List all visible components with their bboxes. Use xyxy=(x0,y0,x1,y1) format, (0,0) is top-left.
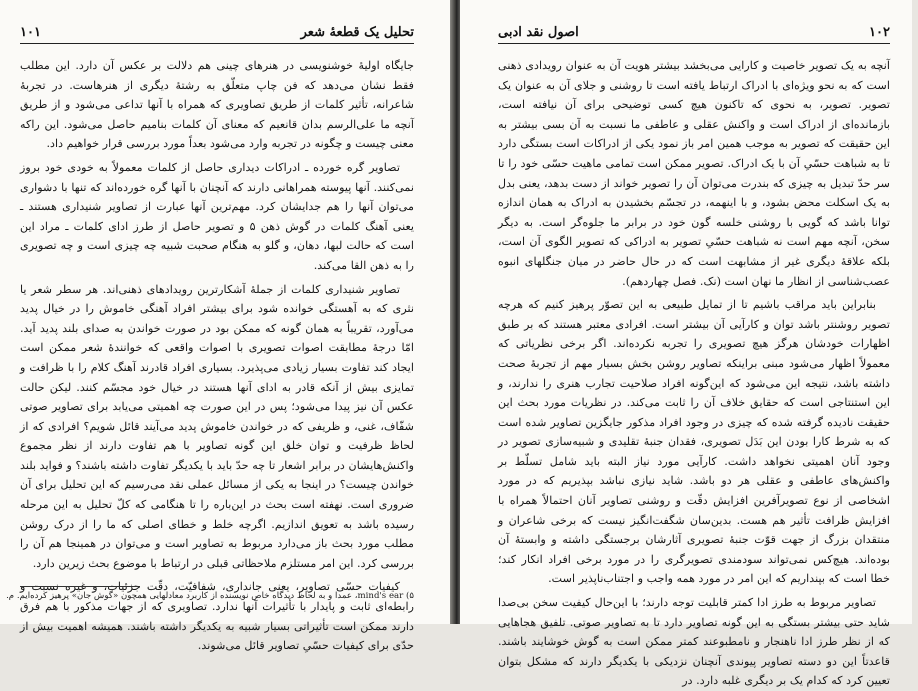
left-running-title: تحلیل یک قطعهٔ شعر xyxy=(300,25,414,40)
left-page-header xyxy=(20,0,414,44)
left-paragraph-1: جایگاه اولیهٔ خوشنویسی در هنرهای چینی هم دلالت بر عکس آن دارد. این مطلب فقط نشان می‌دهد که فن چاپ متعلّق به رشتهٔ دیگری از هنرهاست. در تجربهٔ شاعرانه، تأثیر کلمات از طریق تصاویری که همراه با آنها تداعی می‌شود و از طریق آنچه ما علی‌الرسم بدان قانعیم که معنای آن کلمات بنامیم حاصل می‌شود. این راکه معنی چیست و چگونه در تجربه وارد می‌شود بعداً مورد بررسی قرار خواهیم داد. xyxy=(20,59,414,151)
left-paragraph-4: کیفیات حسّی تصاویر، یعنی جانداری، شفافیّت، دقّت جزئیات، و غیره نسبت و رابطه‌ای ثابت و پایدار با تأثیرات آنها ندارد. تصاویری که از جهات مذکور با هم فرق دارند ممکن است تأثیراتی بسیار شبیه به یکدیگر داشته باشند. همیشه اهمیت بیش از حدّی برای کیفیات حسّیِ تصاویر قائل می‌شوند. xyxy=(20,580,414,653)
right-running-title: اصول نقد ادبی xyxy=(498,25,579,40)
left-page xyxy=(0,0,452,653)
footnote-divider xyxy=(20,586,140,587)
left-paragraph-3: تصاویر شنیداری کلمات از جملهٔ آشکارترین رویدادهای ذهنی‌اند. هر سطر شعر یا نثری که به آهستگی خوانده شود برای بیشتر افراد آهنگی خاموش را در خیال پدید می‌آورد، تقریباً به همان گونه که ممکن بود در صورت خواندن به صدای بلند پدید آید. امّا درجهٔ مطابقت اصوات تصویری با اصوات واقعی که خوانندهٔ شعر ممکن است ایجاد کند تفاوت بسیار زیادی می‌پذیرد. بسیاری افراد قادرند آهنگ کلام را با ظرافت و تمایزی بیش از آنکه قادر به ادای آنها هستند در خیال خود مجسّم کنند. لیکن حالت عکس آن نیز پیدا می‌شود؛ پس در این صورت چه اهمیتی می‌یابد برای تصاویر صوتی شفّاف، غنی، و ظریفی که در خواندن خاموش پدید می‌آیند قائل شویم؟ افرادی که از لحاظ ظرفیت و توان خلق این گونه تصاویر با هم تفاوت دارند از نظر مجموع واکنش‌هایشان در برابر اشعار تا چه حدّ باید با یکدیگر تفاوت داشته باشند؟ و فواید بلند خواندن چیست؟ در اینجا به یکی از مسائل عملی نقد می‌رسیم که این تحلیل برای آن ضروری است. نهفته است بحث در این‌باره را تا هنگامی که کلّ تحلیل به این ‌مرحله رسیده باشد به تعویق اندازیم. اگرچه خلط و خطای اصلی که ما را از درک روشن مطلب مورد بحث باز می‌دارد مربوط به تصاویر است و می‌توان در همینجا هم آن را بررسی کرد. این امر مستلزم ملاحظاتی قبلی در ارتباط با موضوع بحث زیرین دارد. xyxy=(20,282,414,570)
footnote: ۵) mind's ear، عمدا و به لحاظ دیدگاه خاص نویسنده از کاربرد معادلهایی همچون «گوش جان» پرهیز کرده‌ایم. م. xyxy=(6,591,414,601)
left-page-number: ۱۰۱ xyxy=(20,25,41,40)
right-page-number: ۱۰۲ xyxy=(869,25,890,40)
right-paragraph-3: تصاویر مربوط به طرز ادا کمتر قابلیت توجه دارند؛ با این‌حال کیفیت سخن بی‌صدا شاید حتی بیشتر بستگی به این گونه تصاویر دارد تا به تصاویر صوتی. تلفیق هجاهایی که از نظر طرز ادا ناهنجار و نامطبوعند کمتر ممکن است به گوش خوشایند باشند. قاعدتاً این دو دسته تصاویر پیوندی آنچنان نزدیکی با یکدیگر دارند که مشکل بتوان تعیین کرد که کدام یک بر دیگری غلبه دارد. در xyxy=(498,596,890,688)
left-page-text xyxy=(6,56,414,656)
right-page-text xyxy=(498,56,890,691)
right-page-header xyxy=(498,0,890,44)
right-paragraph-1: آنچه به یک تصویر خاصیت و کارایی می‌بخشد بیشتر هویت آن به عنوان رویدادی ذهنی است که به نحو ویژه‌ای با ادراک ارتباط یافته است تا روشنی و جلای آن به عنوان یک تصویر. تصویر، به نحوی که تاکنون هیچ کسی توضیحی برای آن نیافته است، بازمانده‌ای از ادراک است و واکنش عقلی و عاطفی ما نسبت به آن بسی بیشتر به این حقیقت که تصویر به موجب همین امر باز نمود یکی از ادراکات است بستگی دارد تا به شباهت حسّیِ آن با یک ادراک. تصویر ممکن است تمامی ماهیت حسّی خود را تا سر حدّ تبدیل به چیزی که بندرت می‌توان آن را تصویر خواند از دست بدهد، یعنی بدل به یک اسکلت محض بشود، و با اینهمه، در تجسّم بخشیدن به ادراک به همان اندازه توانا باشد که گویی با روشنی خلسه گون خود در برابر ما جلوه‌گر است. به دیگر سخن، آنچه مهم است نه شباهت حسّیِ تصویر به ادراکی که تصویر الگوی آن است، بلکه علاقهٔ دیگری غیر از مشابهت است که در حال حاضر در میان جنگلهای انبوه عصب‌شناسی از انظار ما نهان است (نک. فصل چهاردهم). xyxy=(498,59,890,288)
left-paragraph-2: تصاویر گره خورده ـ ادراکات دیداری حاصل از کلمات معمولاً به خودی خود بروز نمی‌کنند. آنها پیوسته همراهانی دارند که آنچنان با آنها گره خورده‌اند که تنها با دشواری می‌توان آنها را هم جدایشان کرد. مهم‌ترین آنها عبارت از تصاویر شنیداری هستند ـ یعنی آهنگ کلمات در گوش ذهن ۵ و تصویر حاصل از طرز ادای کلمات ـ مراد این است که حالت لبها، دهان، و گلو به هنگام صحبت شبیه چه چیزی است و چه تصویری را به ذهن القا می‌کند. xyxy=(20,160,414,272)
right-paragraph-2: بنابراین باید مراقب باشیم تا از تمایل طبیعی به این تصوّر پرهیز کنیم که هرچه تصویر روشنتر باشد توان و کارآیی آن بیشتر است. افرادی معتبر هستند که بر طبق اظهارات خودشان هرگز هیچ تصویری را تجربه نکرده‌اند. اگر برخی نظریاتی که معمولاً اظهار می‌شود مبنی براینکه تصاویر روشن بخش بسیار مهم از تجربهٔ صحت داشته باشد، نتیجه این می‌شود که این‌گونه افراد صلاحیت تجارب هنری را ندارند، و این استنتاجی است که حقایق خلاف آن را ثابت می‌کند. در نظریات مورد بحث این حقیقت نادیده گرفته شده که چیزی در وجود افراد مذکور جایگزین تصاویر شده است که به شرط کارا بودن این بَدَل تصویری، فقدان جنبهٔ تقلیدی و شبیه‌سازی تصویر در وجود آنان اهمیتی نخواهد داشت. کارآیی مورد نیاز البته باید شامل تسلّط بر واکنش‌های عاطفی و عقلی هر دو باشد. شاید نیازی نباشد بپذیریم که در مورد اشخاصی از نوع تصویرآفرین افزایش دقّت و روشنی تصاویر آنان احتمالاً همراه با افزایش ظرافت تأثیر هم هست. بدین‌سان شگفت‌انگیز نیست که برخی شاعران و منتقدان بزرگ از جهت قوّت جنبهٔ تصویری آثارشان برجستگی داشته و وابستهٔ آن بوده‌اند. هیچ‌کس نمی‌تواند سودمندی تصویرگری را در مورد برخی افراد انکار کند؛ خطا است که بپنداریم که این امر در مورد همه واجب و اجتناب‌ناپذیر است. xyxy=(498,298,890,586)
right-page xyxy=(460,0,912,688)
